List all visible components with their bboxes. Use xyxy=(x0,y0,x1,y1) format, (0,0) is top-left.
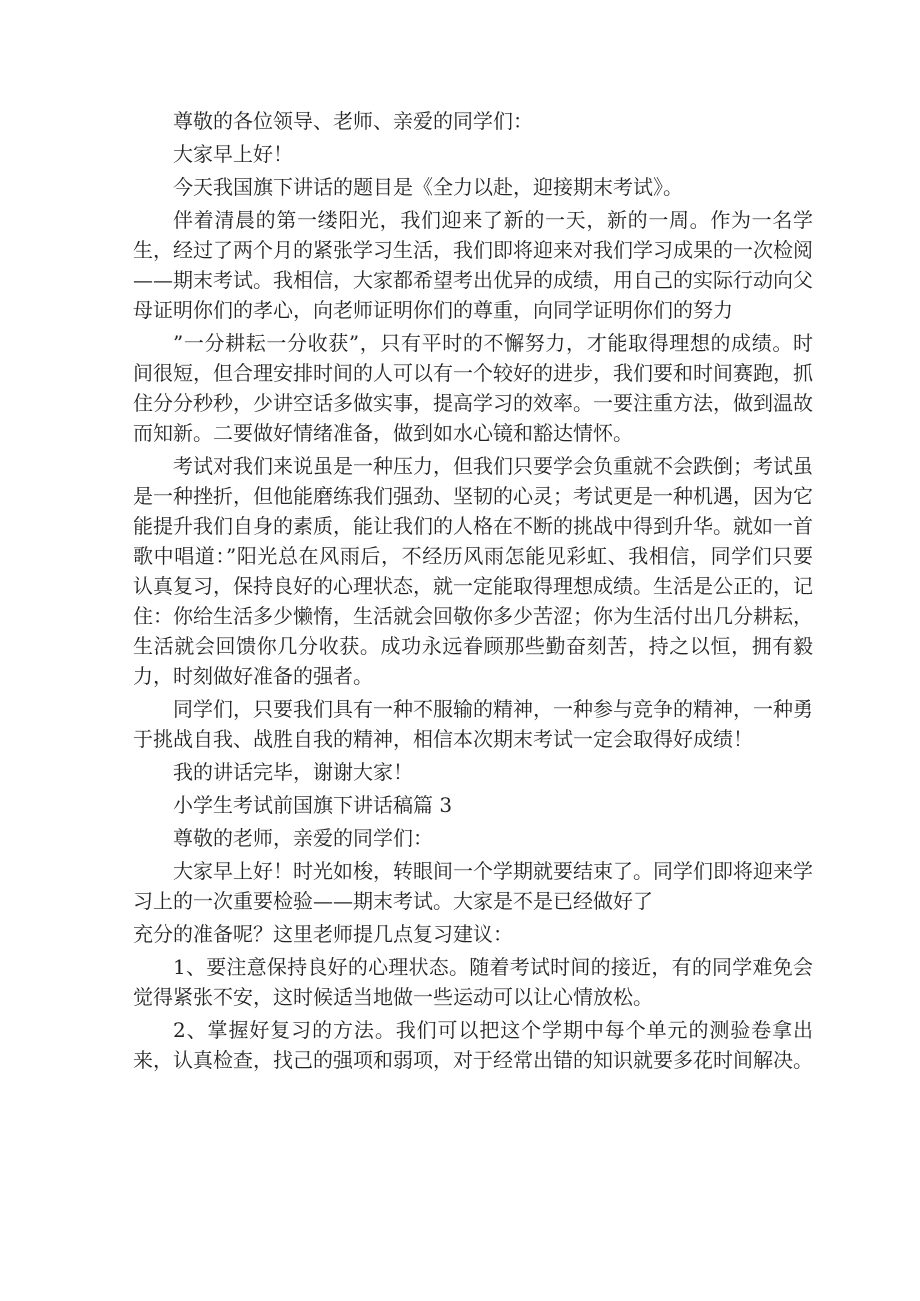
closing-line: 我的讲话完毕，谢谢大家！ xyxy=(173,760,413,784)
section-heading: 小学生考试前国旗下讲话稿篇 3 xyxy=(173,793,453,817)
list-item: 1、要注意保持良好的心理状态。随着考试时间的接近，有的同学难免会觉得紧张不安，这时候适当地做一些运动可以让心情放松。 xyxy=(133,955,813,1009)
speech-topic: 今天我国旗下讲话的题目是《全力以赴，迎接期末考试》。 xyxy=(173,175,683,199)
body-paragraph: ”一分耕耘一分收获”，只有平时的不懈努力，才能取得理想的成绩。时间很短，但合理安排时间的人可以有一个较好的进步，我们要和时间赛跑，抓住分分秒秒，少讲空话多做实事，提高学习的效率。一要注重方法，做到温故而知新。二要做好情绪准备，做到如水心镜和豁达情怀。 xyxy=(133,331,813,445)
salutation: 尊敬的各位领导、老师、亲爱的同学们： xyxy=(173,109,533,133)
list-item: 2、掌握好复习的方法。我们可以把这个学期中每个单元的测验卷拿出来，认真检查，找己的强项和弱项，对于经常出错的知识就要多花时间解决。 xyxy=(133,1018,813,1072)
body-paragraph: 大家早上好！时光如梭，转眼间一个学期就要结束了。同学们即将迎来学习上的一次重要检验——期末考试。大家是不是已经做好了 xyxy=(133,859,813,913)
body-paragraph: 伴着清晨的第一缕阳光，我们迎来了新的一天，新的一周。作为一名学生，经过了两个月的紧张学习生活，我们即将迎来对我们学习成果的一次检阅——期末考试。我相信，大家都希望考出优异的成绩，用自己的实际行动向父母证明你们的孝心，向老师证明你们的尊重，向同学证明你们的努力 xyxy=(133,208,813,322)
body-paragraph-continued: 充分的准备呢？这里老师提几点复习建议： xyxy=(133,922,513,946)
body-paragraph: 考试对我们来说虽是一种压力，但我们只要学会负重就不会跌倒；考试虽是一种挫折，但他能磨练我们强劲、坚韧的心灵；考试更是一种机遇，因为它能提升我们自身的素质，能让我们的人格在不断的挑战中得到升华。就如一首歌中唱道：”阳光总在风雨后，不经历风雨怎能见彩虹、我相信，同学们只要认真复习，保持良好的心理状态，就一定能取得理想成绩。生活是公正的，记住：你给生活多少懒惰，生活就会回敬你多少苦涩；你为生活付出几分耕耘，生活就会回馈你几分收获。成功永远眷顾那些勤奋刻苦，持之以恒，拥有毅力，时刻做好准备的强者。 xyxy=(133,454,813,688)
greeting: 大家早上好！ xyxy=(173,142,293,166)
salutation: 尊敬的老师，亲爱的同学们： xyxy=(173,826,433,850)
body-paragraph: 同学们，只要我们具有一种不服输的精神，一种参与竞争的精神，一种勇于挑战自我、战胜自我的精神，相信本次期末考试一定会取得好成绩！ xyxy=(133,697,813,751)
document-body xyxy=(133,106,813,1078)
